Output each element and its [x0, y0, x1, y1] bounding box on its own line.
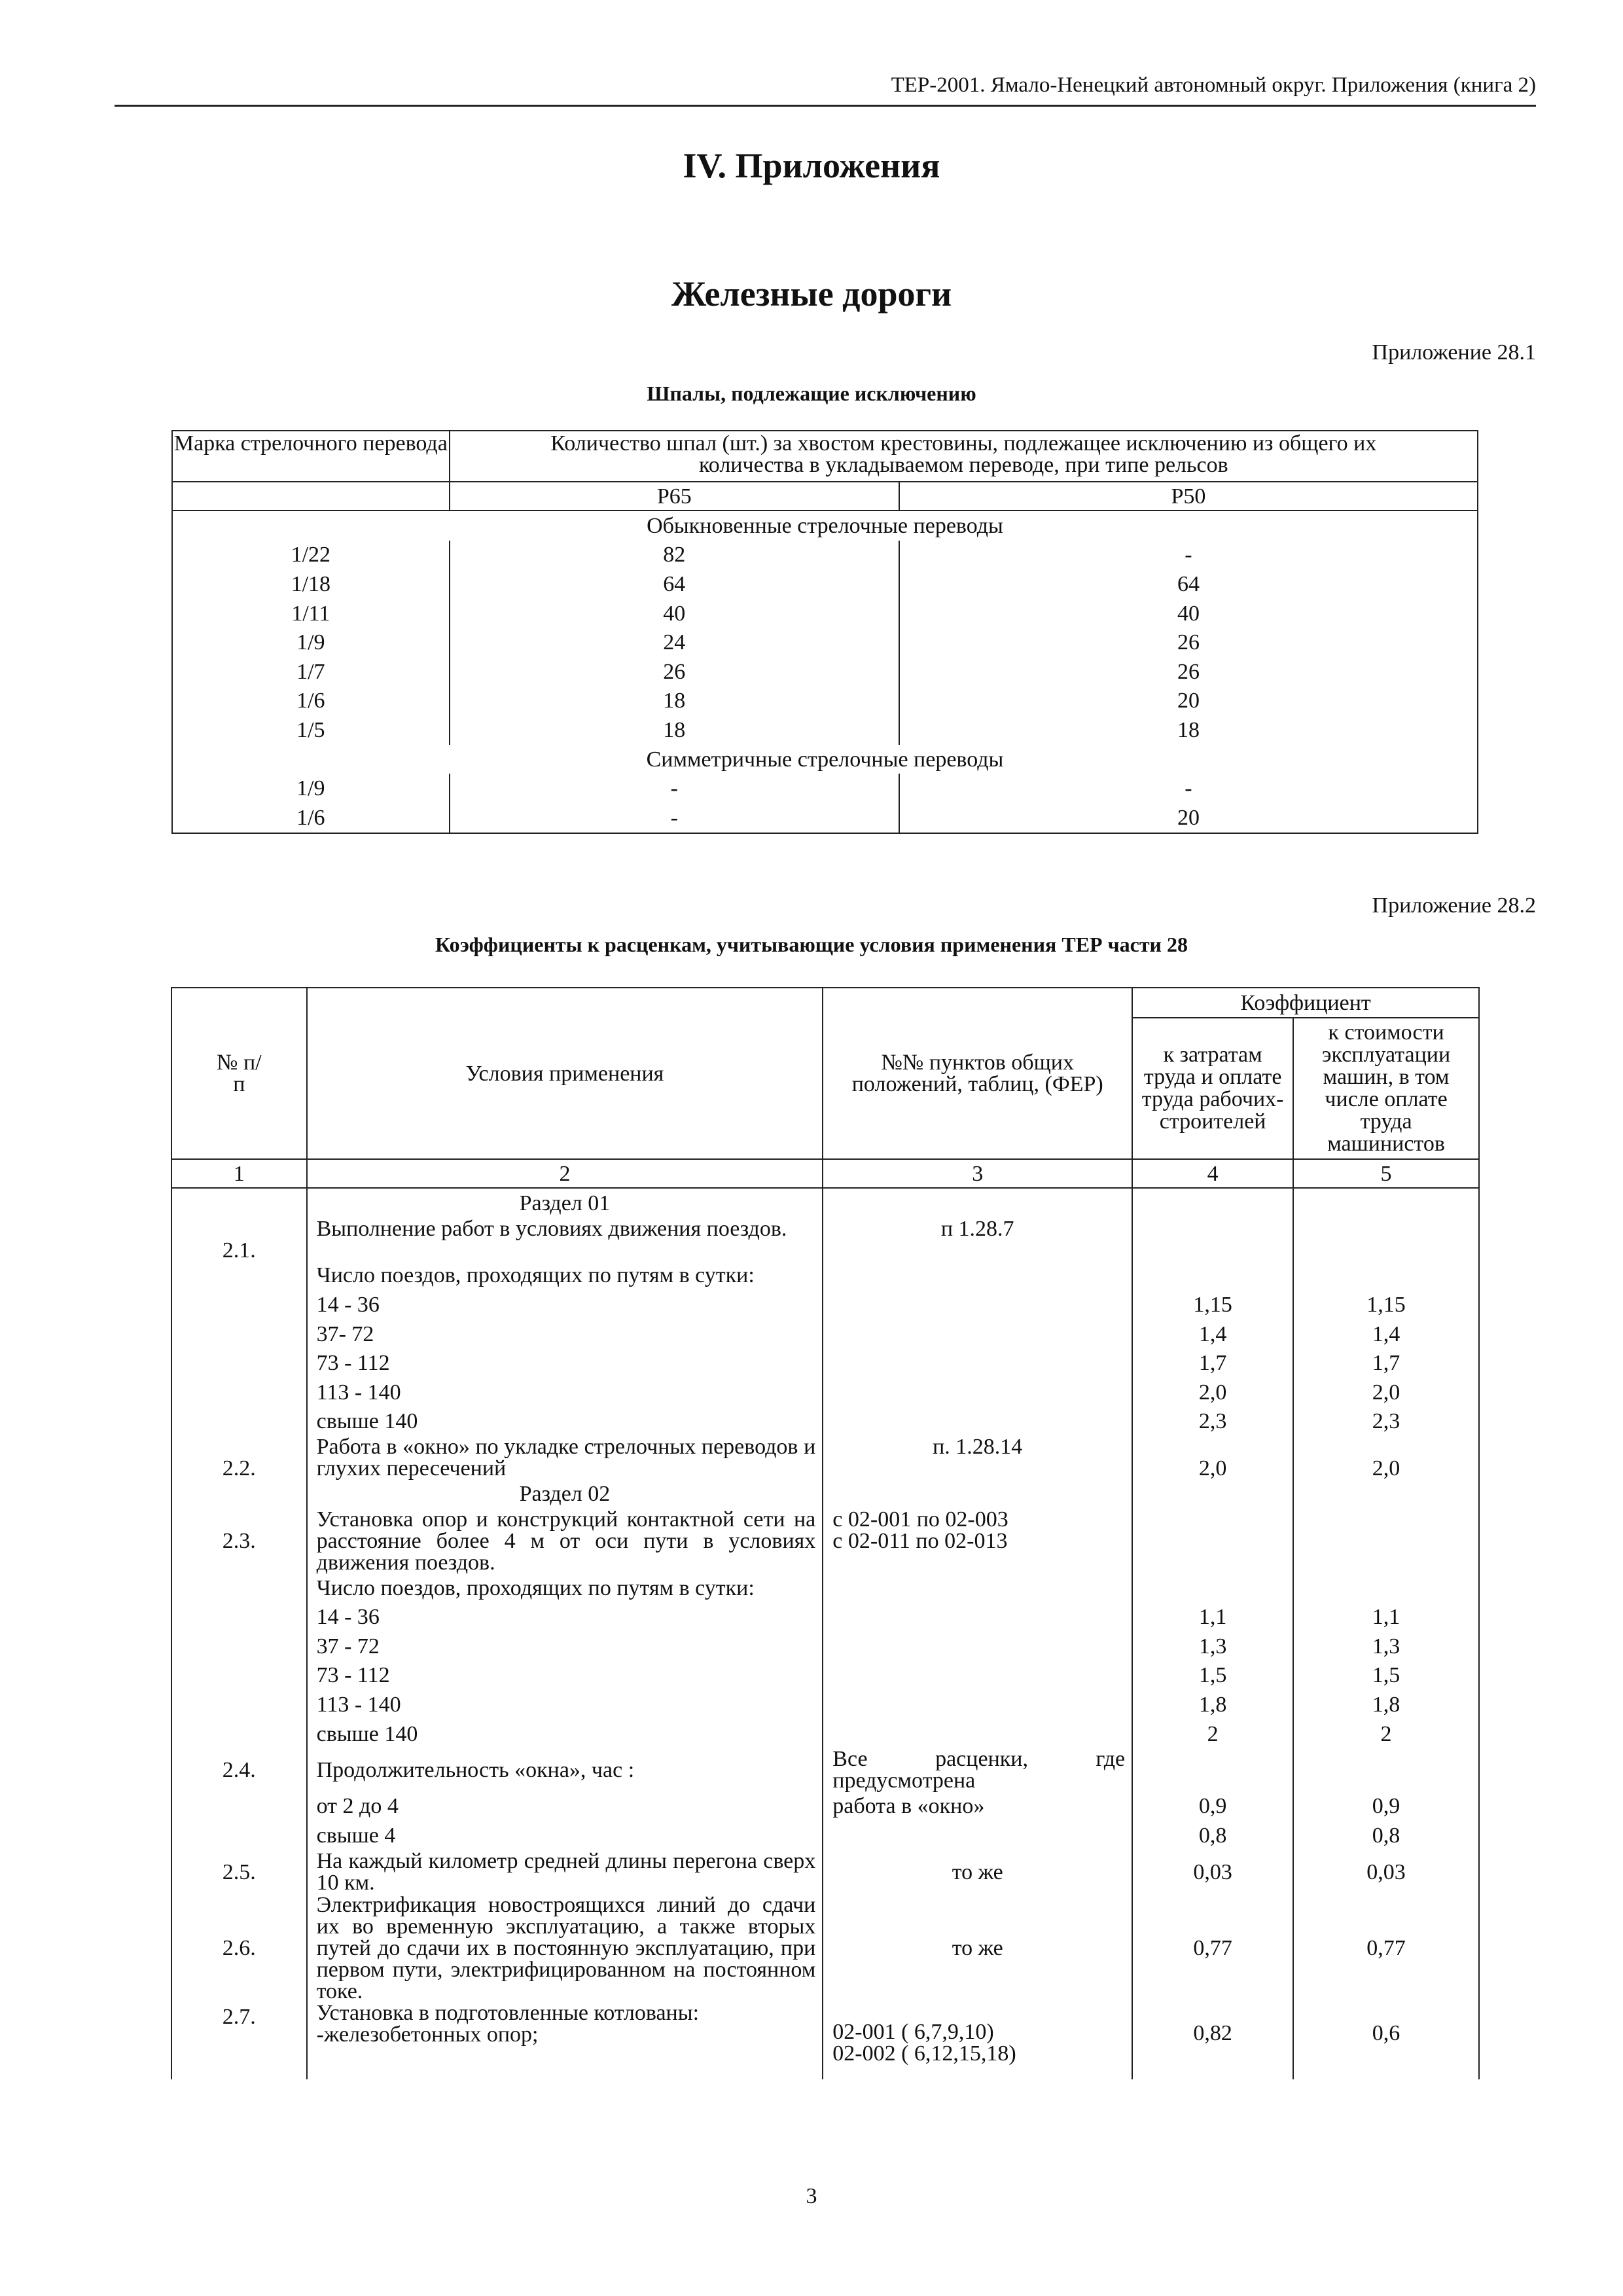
mark-cell: 1/6: [296, 805, 325, 830]
header-labor: к затратам труда и оплате труда рабочих-строителей: [1132, 1018, 1293, 1159]
coef-machines: 0,9: [1293, 1791, 1479, 1821]
p50-cell: 18: [899, 715, 1478, 745]
condition-cell: [307, 2002, 823, 2079]
range-cell: свыше 4: [307, 1821, 823, 1850]
row-number: 2.4.: [171, 1748, 307, 1791]
mark-cell: 1/9: [296, 776, 325, 801]
row-number: 2.3.: [171, 1509, 307, 1573]
sleepers-table: [171, 430, 1478, 834]
header-p50: Р50: [899, 482, 1478, 511]
range-cell: 113 - 140: [307, 1378, 823, 1407]
group-symmetric: Симметричные стрелочные переводы: [646, 747, 1004, 772]
coef-labor: 1,1: [1132, 1602, 1293, 1632]
header-conditions: Условия применения: [307, 988, 823, 1159]
table-row: [171, 1378, 1479, 1407]
ref-cell: работа в «окно»: [823, 1791, 1132, 1821]
table-row: [171, 1821, 1479, 1850]
section-01-label: Раздел 01: [307, 1188, 823, 1218]
coef-machines: 0,8: [1293, 1821, 1479, 1850]
table-row: [171, 1850, 1479, 1894]
table-row: [171, 1894, 1479, 2002]
condition-cell: Электрификация новостроящихся линий до сдачи их во временную эксплуатацию, а также вторых путей до сдачи их в постоянную эксплуатацию, при первом пути, электрифицированном на постоянном токе.: [307, 1894, 823, 2002]
range-cell: свыше 140: [307, 1719, 823, 1749]
ref-cell: то же: [823, 1894, 1132, 2002]
table-row: [171, 1218, 1479, 1261]
coef-labor: 1,4: [1132, 1319, 1293, 1349]
table-row: [171, 1348, 1479, 1378]
ref-line: 02-002 ( 6,12,15,18): [832, 2041, 1016, 2066]
table-row: [171, 1602, 1479, 1632]
coef-labor: 1,15: [1132, 1290, 1293, 1319]
row-number: 2.6.: [171, 1894, 307, 2002]
header-coefficient: Коэффициент: [1132, 988, 1479, 1018]
running-header: ТЕР-2001. Ямало-Ненецкий автономный округ. Приложения (книга 2): [891, 73, 1536, 97]
table-row: [172, 687, 1478, 716]
ref-cell: Все расценки, где предусмотрена: [823, 1748, 1132, 1791]
p65-cell: 64: [450, 569, 899, 599]
coef-machines: 1,15: [1293, 1290, 1479, 1319]
section-title: IV. Приложения: [683, 146, 940, 185]
column-numbers-row: [171, 1159, 1479, 1188]
group-ordinary: Обыкновенные стрелочные переводы: [647, 513, 1003, 538]
header-quantity: Количество шпал (шт.) за хвостом крестовины, подлежащее исключению из общего их количества в укладываемом переводе, при типе рельсов: [450, 431, 1478, 482]
coef-labor: 2,3: [1132, 1407, 1293, 1437]
table-row: [172, 599, 1478, 628]
condition-cell: Продолжительность «окна», час :: [307, 1748, 823, 1791]
range-cell: свыше 140: [307, 1407, 823, 1437]
coef-labor: 0,82: [1132, 2002, 1293, 2079]
header-machines: к стоимости эксплуатации машин, в том числе оплате труда машинистов: [1293, 1018, 1479, 1159]
header-p65: Р65: [450, 482, 899, 511]
section-02-label: Раздел 02: [307, 1479, 823, 1509]
p65-cell: 40: [450, 599, 899, 628]
p50-cell: -: [899, 774, 1478, 803]
mark-cell: 1/6: [296, 689, 325, 713]
condition-cell: Работа в «окно» по укладке стрелочных переводов и глухих пересечений: [307, 1436, 823, 1479]
coef-machines: 1,8: [1293, 1690, 1479, 1719]
table-row: [171, 2002, 1479, 2079]
coef-labor: 0,77: [1132, 1894, 1293, 2002]
coef-machines: 1,7: [1293, 1348, 1479, 1378]
mark-cell: 1/5: [296, 717, 325, 742]
range-cell: 37 - 72: [307, 1632, 823, 1661]
colnum: 4: [1132, 1159, 1293, 1188]
table-row: [171, 1319, 1479, 1349]
mark-cell: 1/18: [291, 571, 331, 596]
condition-cell: Выполнение работ в условиях движения поездов.: [307, 1218, 823, 1261]
table-row: [171, 1748, 1479, 1791]
coef-machines: 0,77: [1293, 1894, 1479, 2002]
condition-cell: На каждый километр средней длины перегона сверх 10 км.: [307, 1850, 823, 1894]
coef-machines: 2,0: [1293, 1378, 1479, 1407]
table-row: [171, 1509, 1479, 1573]
p65-cell: 18: [450, 687, 899, 716]
ref-cell: п 1.28.7: [823, 1218, 1132, 1261]
colnum: 2: [307, 1159, 823, 1188]
ref-cell: [823, 1509, 1132, 1573]
table-row: [172, 803, 1478, 833]
range-cell: 113 - 140: [307, 1690, 823, 1719]
p50-cell: 20: [899, 803, 1478, 833]
colnum: 5: [1293, 1159, 1479, 1188]
table-row: [172, 628, 1478, 657]
mark-cell: 1/11: [291, 601, 330, 626]
header-mark: Марка стрелочного перевода: [172, 431, 450, 482]
coef-machines: 1,5: [1293, 1661, 1479, 1691]
coef-machines: 2,0: [1293, 1436, 1479, 1479]
coef-labor: 1,5: [1132, 1661, 1293, 1691]
appendix-2-label: Приложение 28.2: [1372, 893, 1536, 918]
table-row: [172, 715, 1478, 745]
coef-labor: 1,8: [1132, 1690, 1293, 1719]
colnum: 3: [823, 1159, 1132, 1188]
row-number: 2.7.: [171, 2002, 307, 2079]
p65-cell: -: [450, 803, 899, 833]
appendix-1-title: Шпалы, подлежащие исключению: [647, 382, 976, 405]
table-row: [172, 569, 1478, 599]
table-row: [171, 1290, 1479, 1319]
table-row: [172, 774, 1478, 803]
coef-labor: 2,0: [1132, 1378, 1293, 1407]
page-number: 3: [806, 2184, 817, 2208]
trains-label: Число поездов, проходящих по путям в сутки:: [307, 1573, 823, 1603]
coef-machines: 2,3: [1293, 1407, 1479, 1437]
table-row: [171, 1719, 1479, 1749]
appendix-1-label: Приложение 28.1: [1372, 340, 1536, 365]
table-row: [171, 1436, 1479, 1479]
coef-machines: 0,6: [1293, 2002, 1479, 2079]
range-cell: 73 - 112: [307, 1661, 823, 1691]
coef-labor: 1,3: [1132, 1632, 1293, 1661]
table-row: [172, 541, 1478, 570]
mark-cell: 1/7: [296, 659, 325, 684]
p65-cell: 24: [450, 628, 899, 657]
mark-cell: 1/22: [291, 543, 331, 567]
coef-labor: 2: [1132, 1719, 1293, 1749]
condition-cell: Установка опор и конструкций контактной сети на расстояние более 4 м от оси пути в условиях движения поездов.: [307, 1509, 823, 1573]
p50-cell: 26: [899, 628, 1478, 657]
coef-machines: 1,4: [1293, 1319, 1479, 1349]
ref-line: 02-001 ( 6,7,9,10): [832, 2019, 994, 2044]
colnum: 1: [171, 1159, 307, 1188]
table-row: [171, 1690, 1479, 1719]
p50-cell: 26: [899, 657, 1478, 687]
coef-labor: 0,9: [1132, 1791, 1293, 1821]
p65-cell: -: [450, 774, 899, 803]
table-row: [171, 1791, 1479, 1821]
ref-cell: п. 1.28.14: [823, 1436, 1132, 1479]
p50-cell: 40: [899, 599, 1478, 628]
row-number: 2.2.: [171, 1436, 307, 1479]
header-refs: №№ пунктов общих положений, таблиц, (ФЕР): [823, 988, 1132, 1159]
ref-line: с 02-011 по 02-013: [832, 1528, 1008, 1553]
p65-cell: 26: [450, 657, 899, 687]
coef-labor: 1,7: [1132, 1348, 1293, 1378]
table-row: [172, 657, 1478, 687]
coef-machines: 1,3: [1293, 1632, 1479, 1661]
header-empty: [172, 482, 450, 511]
mark-cell: 1/9: [296, 630, 325, 655]
range-cell: 73 - 112: [307, 1348, 823, 1378]
ref-line: с 02-001 по 02-003: [832, 1507, 1008, 1532]
p65-cell: 82: [450, 541, 899, 570]
condition-line: -железобетонных опор;: [316, 2022, 539, 2047]
coef-labor: 0,03: [1132, 1850, 1293, 1894]
coef-labor: 0,8: [1132, 1821, 1293, 1850]
coef-labor: 2,0: [1132, 1436, 1293, 1479]
trains-label: Число поездов, проходящих по путям в сутки:: [307, 1261, 823, 1291]
coef-machines: 1,1: [1293, 1602, 1479, 1632]
range-cell: 37- 72: [307, 1319, 823, 1349]
coefficients-table: [171, 987, 1480, 2079]
subsection-title: Железные дороги: [671, 274, 952, 314]
table-row: [171, 1632, 1479, 1661]
p50-cell: 20: [899, 687, 1478, 716]
range-cell: от 2 до 4: [307, 1791, 823, 1821]
ref-cell: [823, 2002, 1132, 2079]
p50-cell: -: [899, 541, 1478, 570]
row-number: 2.5.: [171, 1850, 307, 1894]
p65-cell: 18: [450, 715, 899, 745]
row-number: 2.1.: [171, 1218, 307, 1261]
range-cell: 14 - 36: [307, 1290, 823, 1319]
table-row: [171, 1661, 1479, 1691]
appendix-2-title: Коэффициенты к расценкам, учитывающие условия применения ТЕР части 28: [435, 933, 1188, 956]
header-rule: [115, 105, 1536, 107]
ref-cell: то же: [823, 1850, 1132, 1894]
condition-line: Установка в подготовленные котлованы:: [316, 2000, 700, 2025]
table-row: [171, 1407, 1479, 1437]
coef-machines: 0,03: [1293, 1850, 1479, 1894]
p50-cell: 64: [899, 569, 1478, 599]
coef-machines: 2: [1293, 1719, 1479, 1749]
header-num: № п/п: [171, 988, 307, 1159]
range-cell: 14 - 36: [307, 1602, 823, 1632]
